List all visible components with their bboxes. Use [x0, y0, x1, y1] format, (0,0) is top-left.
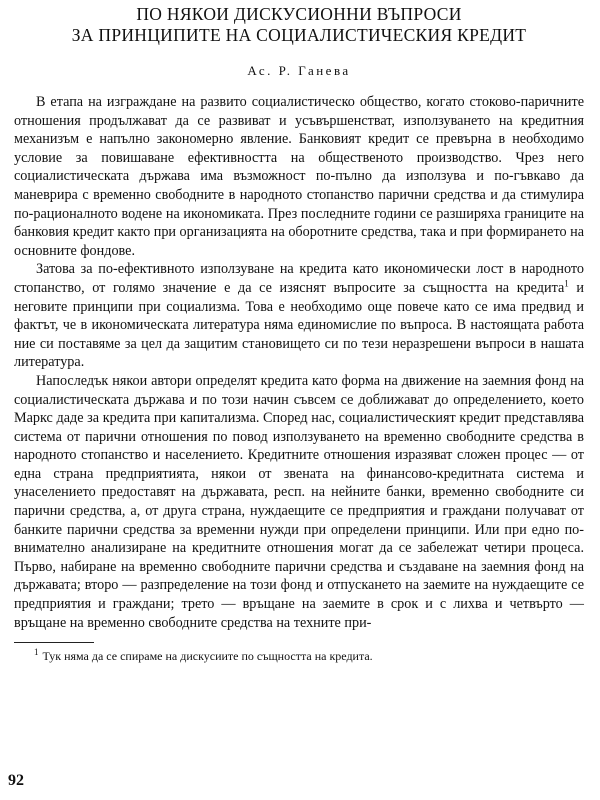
footnote-reference[interactable]: 1: [564, 278, 569, 289]
footnote-divider: [14, 642, 94, 643]
page-number: 92: [8, 772, 24, 789]
footnote-mark: 1: [34, 647, 39, 658]
title-line-1: ПО НЯКОИ ДИСКУСИОННИ ВЪПРОСИ: [136, 4, 462, 24]
author-name: Ас. Р. Ганева: [247, 63, 351, 78]
paragraph-1: В етапа на изграждане на развито социалистическо общество, когато стоково-паричните отношения продължават да се развиват и усъвършенстват, използуването на кредитния механизъм е напълно закономерно явление. Банковият кредит се превърна в необходимо условие за повишаване ефективността на общественото производство. Чрез него социалистическата държава има възможност по-пълно да използува и по-гъвкаво да маневрира с временно свободните в народното стопанство парични средства и да стимулира по-рационалното водене на икономиката. През последните години се разширяха границите на банковия кредит както при организацията на оборотните средства, така и при формирането на основните фондове.: [14, 94, 584, 259]
paragraph-2-text-after: и неговите принципи при социализма. Това е необходимо още повече като се има предвид и фактът, че в икономическата литература няма единомислие по въпроса. В настоящата работа ние си поставяме за цел да защитим становището си по тези неразрешени въпроси в нашата литература.: [14, 279, 584, 371]
paragraph-3: Напоследък някои автори определят кредита като форма на движение на заемния фонд на социалистическата държава и по този начин съвсем се доближават до определението, което Маркс даде за кредита при капитализма. Според нас, социалистическият кредит представлява система от парични отношения по повод използуването на временно свободните средства в народното стопанство и населението. Кредитните отношения изразяват сложен процес — от една страна предприятията, някои от звената на финансово-кредитната система и унаселението предоставят на държавата, респ. на нейните банки, временно свободните си парични средства, а, от друга страна, нуждаещите се предприятия и граждани получават от банките парични средства за временни нужди при определени принципи. Или при едно по-внимателно анализиране на кредитните отношения могат да се забележат четири процеса. Първо, набиране на временно свободните парични средства и създаване на заемния фонд на държавата; второ — разпределение на този фонд и отпускането на заемите на нуждаещите се предприятия и граждани; трето — връщане на заемите в срок и с лихва и четвърто — връщане на временно свободните средства на техните при-: [14, 372, 584, 631]
paragraph-2: [14, 260, 584, 372]
article-title: [14, 4, 584, 46]
paragraph-2-text-before: Затова за по-ефективното използуване на кредита като икономически лост в народното стопанство, от голямо значение е да се изяснят въпросите за същността на кредита: [14, 261, 584, 296]
footnote-text: Тук няма да се спираме на дискусиите по същността на кредита.: [42, 649, 373, 664]
article-body: [14, 93, 584, 632]
title-line-2: ЗА ПРИНЦИПИТЕ НА СОЦИАЛИСТИЧЕСКИЯ КРЕДИТ: [71, 25, 527, 45]
footnote: [14, 649, 584, 664]
